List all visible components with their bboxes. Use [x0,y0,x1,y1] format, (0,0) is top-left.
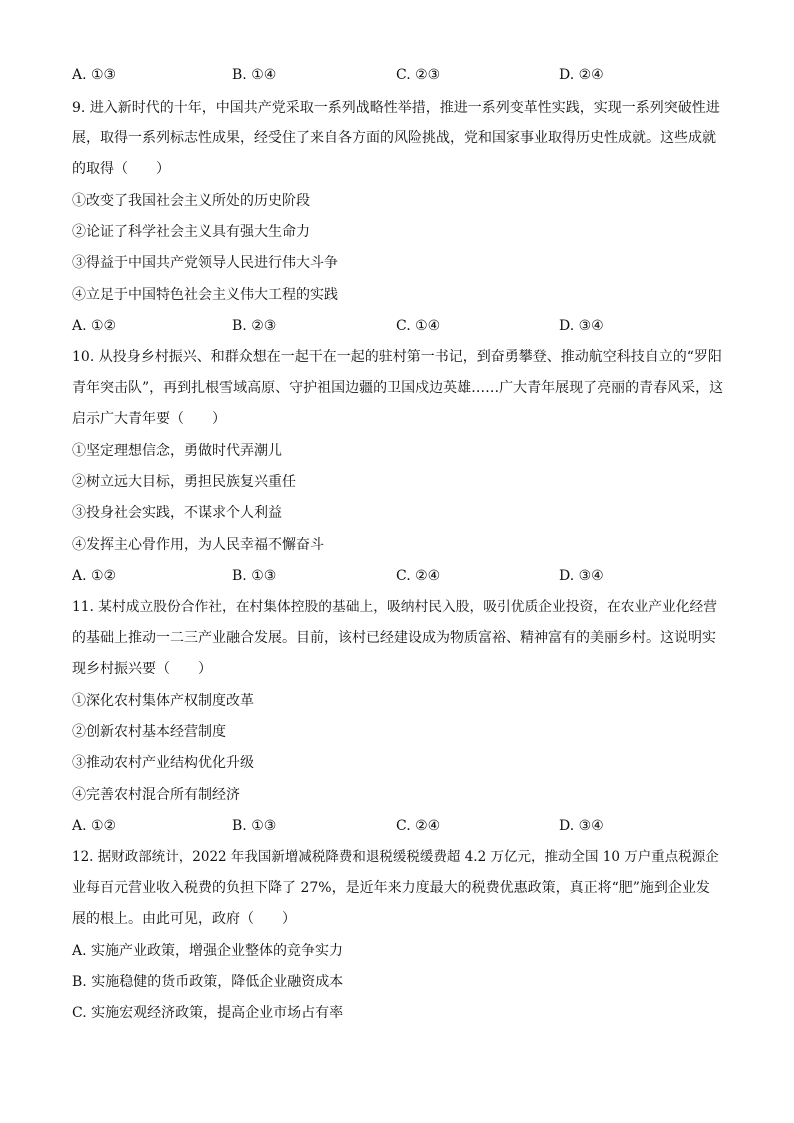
question-stem-line: 的取得（ ） [72,161,170,177]
statement-2: ②创新农村基本经营制度 [72,724,226,740]
question-stem-line: 10. 从投身乡村振兴、和群众想在一起干在一起的驻村第一书记，到奋勇攀登、推动航空科技自立的“罗阳 [72,349,722,365]
option-d: D. ②④ [559,67,604,83]
choice-a: A. 实施产业政策，增强企业整体的竞争实力 [72,943,344,959]
option-c: C. ①④ [396,318,441,334]
option-d: D. ③④ [559,318,604,334]
statement-2: ②论证了科学社会主义具有强大生命力 [72,224,310,240]
question-9-options [72,316,724,336]
question-stem-line: 启示广大青年要（ ） [72,411,226,427]
option-b: B. ①④ [232,67,277,83]
statement-3: ③投身社会实践，不谋求个人利益 [72,505,282,521]
question-stem-line: 11. 某村成立股份合作社，在村集体控股的基础上，吸纳村民入股，吸引优质企业投资，在农业产业化经营 [72,599,717,615]
question-8-options [72,65,724,85]
question-stem-line: 业每百元营业收入税费的负担下降了 27%，是近年来力度最大的税费优惠政策，真正将“肥”施到企业发 [72,880,710,896]
option-b: B. ①③ [232,568,277,584]
choice-c: C. 实施宏观经济政策，提高企业市场占有率 [72,1005,344,1021]
question-stem-line: 的基础上推动一二三产业融合发展。目前，该村已经建设成为物质富裕、精神富有的美丽乡村。这说明实 [72,630,716,646]
option-a: A. ①② [72,568,117,584]
question-stem-line: 展，取得一系列标志性成果，经受住了来自各方面的风险挑战，党和国家事业取得历史性成就。这些成就 [72,130,716,146]
question-stem-line: 现乡村振兴要（ ） [72,661,212,677]
question-stem-line: 12. 据财政部统计，2022 年我国新增减税降费和退税缓税缓费超 4.2 万亿元，推动全国 10 万户重点税源企 [72,849,719,865]
statement-1: ①改变了我国社会主义所处的历史阶段 [72,193,310,209]
option-a: A. ①③ [72,67,117,83]
statement-4: ④完善农村混合所有制经济 [72,787,240,803]
statement-2: ②树立远大目标，勇担民族复兴重任 [72,474,296,490]
option-a: A. ①② [72,318,117,334]
option-a: A. ①② [72,818,117,834]
statement-1: ①坚定理想信念，勇做时代弄潮儿 [72,443,282,459]
statement-3: ③推动农村产业结构优化升级 [72,755,254,771]
question-stem-line: 青年突击队”，再到扎根雪域高原、守护祖国边疆的卫国戍边英雄……广大青年展现了亮丽的青春风采，这 [72,380,724,396]
statement-4: ④立足于中国特色社会主义伟大工程的实践 [72,287,338,303]
statement-3: ③得益于中国共产党领导人民进行伟大斗争 [72,255,338,271]
question-stem-line: 展的根上。由此可见，政府（ ） [72,911,296,927]
option-c: C. ②④ [396,568,441,584]
option-d: D. ③④ [559,568,604,584]
option-b: B. ②③ [232,318,277,334]
question-10-options [72,566,724,586]
statement-1: ①深化农村集体产权制度改革 [72,693,254,709]
option-d: D. ③④ [559,818,604,834]
option-b: B. ①③ [232,818,277,834]
option-c: C. ②④ [396,818,441,834]
statement-4: ④发挥主心骨作用，为人民幸福不懈奋斗 [72,537,324,553]
option-c: C. ②③ [396,67,441,83]
question-stem-line: 9. 进入新时代的十年，中国共产党采取一系列战略性举措，推进一系列变革性实践，实现一系列突破性进 [72,100,720,116]
choice-b: B. 实施稳健的货币政策，降低企业融资成本 [72,974,344,990]
question-11-options [72,816,724,836]
